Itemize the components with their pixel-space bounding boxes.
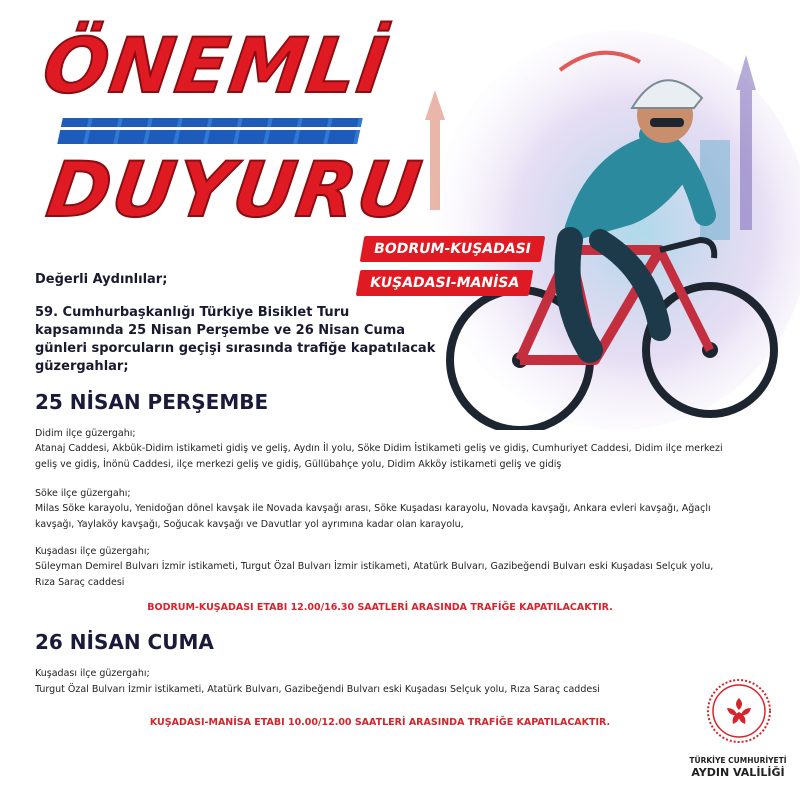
kusadasi-route-text <box>35 559 795 591</box>
route-line: kavşağı, Yaylaköy kavşağı, Soğucak kavşağı ve Davutlar yol ayrımına kadar olan karayolu, <box>35 519 464 530</box>
speed-stripe <box>57 118 363 144</box>
headline-onemli: ÖNEMLİ <box>37 21 395 110</box>
day2-title: 26 NİSAN CUMA <box>35 630 214 654</box>
route-line: Milas Söke karayolu, Yenidoğan dönel kavşak ile Novada kavşağı arası, Söke Kuşadası karayolu, Novada kavşağı, Ankara evleri kavşağı, Ağaçlı <box>35 503 711 514</box>
route-line: Atanaj Caddesi, Akbük-Didim istikameti gidiş ve geliş, Aydın İl yolu, Söke Didim İstikameti geliş ve gidiş, Cumhuriyet Caddesi, Didim ilçe merkezi <box>35 443 723 454</box>
route-line: Süleyman Demirel Bulvarı İzmir istikameti, Turgut Özal Bulvarı İzmir istikameti, Atatürk Bulvarı, Gazibeğendi Bulvarı eski Kuşadası Selçuk yolu, <box>35 561 714 572</box>
didim-route-heading: Didim ilçe güzergahı; <box>35 428 136 439</box>
route-tag-kusadasi-manisa: KUŞADASI-MANİSA <box>356 270 534 296</box>
intro-line: kapsamında 25 Nisan Perşembe ve 26 Nisan Cuma <box>35 323 406 338</box>
intro-line: günleri sporcuların geçişi sırasında trafiğe kapatılacak güzergahlar; <box>35 341 436 374</box>
logo-line2: AYDIN VALİLİĞİ <box>691 766 785 779</box>
day1-closure-note: BODRUM-KUŞADASI ETABI 12.00/16.30 SAATLERİ ARASINDA TRAFİĞE KAPATILACAKTIR. <box>147 602 613 613</box>
soke-route-text <box>35 501 795 533</box>
kusadasi-route-heading: Kuşadası ilçe güzergahı; <box>35 546 150 557</box>
didim-route-text <box>35 441 795 473</box>
route-line: Turgut Özal Bulvarı İzmir istikameti, Atatürk Bulvarı, Gazibeğendi Bulvarı eski Kuşadası Selçuk yolu, Rıza Saraç caddesi <box>35 684 600 695</box>
kusadasi-day2-route-text <box>35 682 795 698</box>
intro-line: 59. Cumhurbaşkanlığı Türkiye Bisiklet Turu <box>35 305 350 320</box>
day1-title: 25 NİSAN PERŞEMBE <box>35 390 269 414</box>
day2-closure-note: KUŞADASI-MANİSA ETABI 10.00/12.00 SAATLERİ ARASINDA TRAFİĞE KAPATILACAKTIR. <box>149 717 611 728</box>
kusadasi-day2-route-heading: Kuşadası ilçe güzergahı; <box>35 668 150 679</box>
headline-duyuru: DUYURU <box>41 145 429 234</box>
aydin-valiligi-logo <box>706 678 772 744</box>
greeting: Değerli Aydınlılar; <box>35 272 168 287</box>
intro-paragraph <box>35 304 525 376</box>
route-line: geliş ve gidiş, İnönü Caddesi, ilçe merkezi geliş ve gidiş, Güllübahçe yolu, Didim Akköy istikameti geliş ve gidiş <box>35 459 562 470</box>
route-tag-bodrum-kusadasi: BODRUM-KUŞADASI <box>360 236 545 262</box>
route-line: Rıza Saraç caddesi <box>35 577 125 588</box>
logo-line1: TÜRKİYE CUMHURİYETİ <box>689 756 787 765</box>
soke-route-heading: Söke ilçe güzergahı; <box>35 488 131 499</box>
